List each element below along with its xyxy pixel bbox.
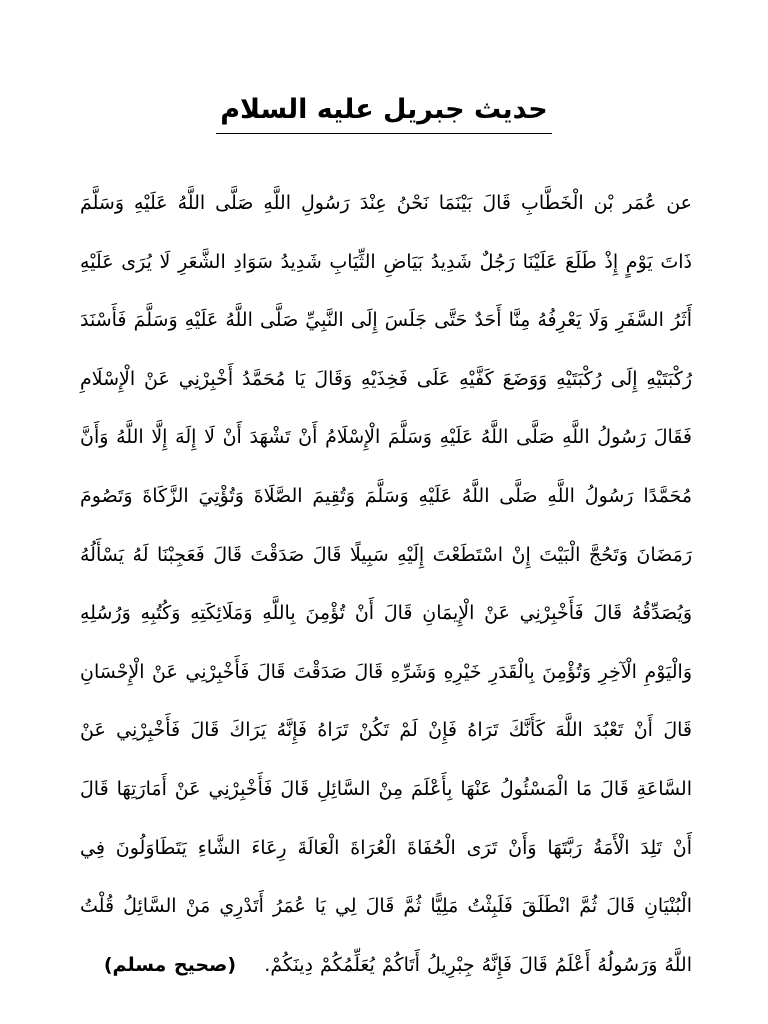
page-title-text: حديث جبريل عليه السلام <box>216 90 552 134</box>
source-citation: (صحيح مسلم) <box>103 953 237 976</box>
hadith-text: عن عُمَر بْن الْخَطَّابِ قَالَ بَيْنَمَا نَحْنُ عِنْدَ رَسُولِ اللَّهِ صَلَّى اللَّهُ عَلَيْهِ وَسَلَّمَ ذَاتَ يَوْمٍ إِذْ طَلَعَ عَلَيْنَا رَجُلٌ شَدِيدُ بَيَاضِ الثِّيَابِ شَدِيدُ سَوَادِ الشَّعَرِ لَا يُرَى عَلَيْهِ أَثَرُ السَّفَرِ وَلَا يَعْرِفُهُ مِنَّا أَحَدٌ حَتَّى جَلَسَ إِلَى النَّبِيِّ صَلَّى اللَّهُ عَلَيْهِ وَسَلَّمَ فَأَسْنَدَ رُكْبَتَيْهِ إِلَى رُكْبَتَيْهِ وَوَضَعَ كَفَّيْهِ عَلَى فَخِذَيْهِ وَقَالَ يَا مُحَمَّدُ أَخْبِرْنِي عَنْ الْإِسْلَامِ فَقَالَ رَسُولُ اللَّهِ صَلَّى اللَّهُ عَلَيْهِ وَسَلَّمَ الْإِسْلَامُ أَنْ تَشْهَدَ أَنْ لَا إِلَهَ إِلَّا اللَّهُ وَأَنَّ مُحَمَّدًا رَسُولُ اللَّهِ صَلَّى اللَّهُ عَلَيْهِ وَسَلَّمَ وَتُقِيمَ الصَّلَاةَ وَتُؤْتِيَ الزَّكَاةَ وَتَصُومَ رَمَضَانَ وَتَحُجَّ الْبَيْتَ إِنْ اسْتَطَعْتَ إِلَيْهِ سَبِيلًا قَالَ صَدَقْتَ قَالَ فَعَجِبْنَا لَهُ يَسْأَلُهُ وَيُصَدِّقُهُ قَالَ فَأَخْبِرْنِي عَنْ الْإِيمَانِ قَالَ أَنْ تُؤْمِنَ بِاللَّهِ وَمَلَائِكَتِهِ وَكُتُبِهِ وَرُسُلِهِ وَالْيَوْمِ الْآخِرِ وَتُؤْمِنَ بِالْقَدَرِ خَيْرِهِ وَشَرِّهِ قَالَ صَدَقْتَ قَالَ فَأَخْبِرْنِي عَنْ الْإِحْسَانِ قَالَ أَنْ تَعْبُدَ اللَّهَ كَأَنَّكَ تَرَاهُ فَإِنْ لَمْ تَكُنْ تَرَاهُ فَإِنَّهُ يَرَاكَ قَالَ فَأَخْبِرْنِي عَنْ السَّاعَةِ قَالَ مَا الْمَسْئُولُ عَنْهَا بِأَعْلَمَ مِنْ السَّائِلِ قَالَ فَأَخْبِرْنِي عَنْ أَمَارَتِهَا قَالَ أَنْ تَلِدَ الْأَمَةُ رَبَّتَهَا وَأَنْ تَرَى الْحُفَاةَ الْعُرَاةَ الْعَالَةَ رِعَاءَ الشَّاءِ يَتَطَاوَلُونَ فِي الْبُنْيَانِ قَالَ ثُمَّ انْطَلَقَ فَلَبِثْتُ مَلِيًّا ثُمَّ قَالَ لِي يَا عُمَرُ أَتَدْرِي مَنْ السَّائِلُ قُلْتُ اللَّهُ وَرَسُولُهُ أَعْلَمُ قَالَ فَإِنَّهُ جِبْرِيلُ أَتَاكُمْ يُعَلِّمُكُمْ دِينَكُمْ. <box>80 192 692 976</box>
hadith-body <box>80 174 692 994</box>
page-title <box>0 88 768 134</box>
